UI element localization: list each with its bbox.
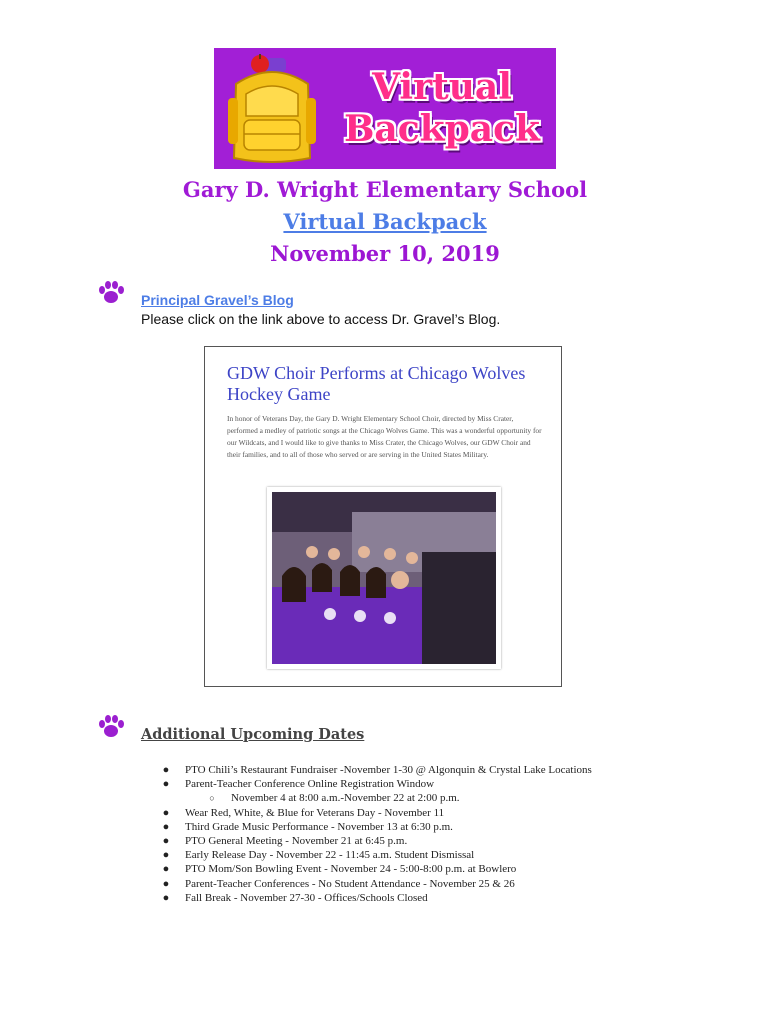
list-item: ● PTO General Meeting - November 21 at 6:45 p.m. (160, 834, 720, 848)
list-item: ● PTO Mom/Son Bowling Event - November 24 - 5:00-8:00 p.m. at Bowlero (160, 862, 720, 876)
bullet-icon: ● (162, 891, 170, 904)
principal-blog-link[interactable]: Principal Gravel’s Blog (141, 292, 294, 308)
bullet-icon: ● (162, 778, 170, 791)
banner-title-line2: Backpack (344, 108, 540, 150)
blog-instruction: Please click on the link above to access Dr. Gravel’s Blog. (141, 311, 501, 327)
bullet-icon: ● (162, 764, 170, 776)
list-item: ● Parent-Teacher Conferences - No Student Attendance - November 25 & 26 (160, 877, 720, 891)
paw-icon (98, 715, 124, 739)
virtual-backpack-link[interactable]: Virtual Backpack (283, 209, 487, 234)
list-item: ● Fall Break - November 27-30 - Offices/Schools Closed (160, 891, 720, 905)
paw-icon (98, 281, 124, 305)
choir-photo-image (272, 492, 496, 664)
banner-title (332, 66, 552, 150)
article-body: In honor of Veterans Day, the Gary D. Wright Elementary School Choir, directed by Miss Crater, performed a medley of patriotic songs at the Chicago Wolves Game. This was a wonderful opportunity for our Wildcats, and I would like to give thanks to Miss Crater, the Chicago Wolves, our GDW Choir and their families, and to all of those who served or are serving in the United States Military. (227, 414, 542, 459)
blog-article-preview[interactable] (204, 346, 562, 687)
newsletter-date: November 10, 2019 (270, 241, 500, 266)
virtual-backpack-banner (214, 48, 556, 169)
bullet-icon: ● (162, 863, 170, 876)
list-subitem: ○ November 4 at 8:00 a.m.-November 22 at 2:00 p.m. (160, 791, 720, 805)
bullet-icon: ● (162, 835, 170, 848)
list-item: ● PTO Chili’s Restaurant Fundraiser -November 1-30 @ Algonquin & Crystal Lake Locations (160, 763, 720, 777)
upcoming-dates-list (160, 763, 720, 905)
choir-photo (267, 487, 501, 669)
article-title: GDW Choir Performs at Chicago Wolves Hockey Game (227, 363, 526, 404)
list-item: ● Third Grade Music Performance - November 13 at 6:30 p.m. (160, 820, 720, 834)
page-header (0, 174, 770, 270)
school-name: Gary D. Wright Elementary School (182, 177, 588, 202)
list-item: ● Early Release Day - November 22 - 11:45 a.m. Student Dismissal (160, 848, 720, 862)
banner-title-line1: Virtual (372, 66, 512, 108)
list-item: ● Wear Red, White, & Blue for Veterans Day - November 11 (160, 806, 720, 820)
bullet-icon: ● (162, 877, 170, 890)
list-item: ● Parent-Teacher Conference Online Registration Window (160, 777, 720, 791)
bullet-icon: ● (162, 806, 170, 819)
upcoming-dates-heading: Additional Upcoming Dates (141, 726, 365, 743)
hollow-bullet-icon: ○ (209, 793, 215, 804)
backpack-icon (222, 54, 322, 166)
bullet-icon: ● (162, 820, 170, 833)
bullet-icon: ● (162, 849, 170, 862)
